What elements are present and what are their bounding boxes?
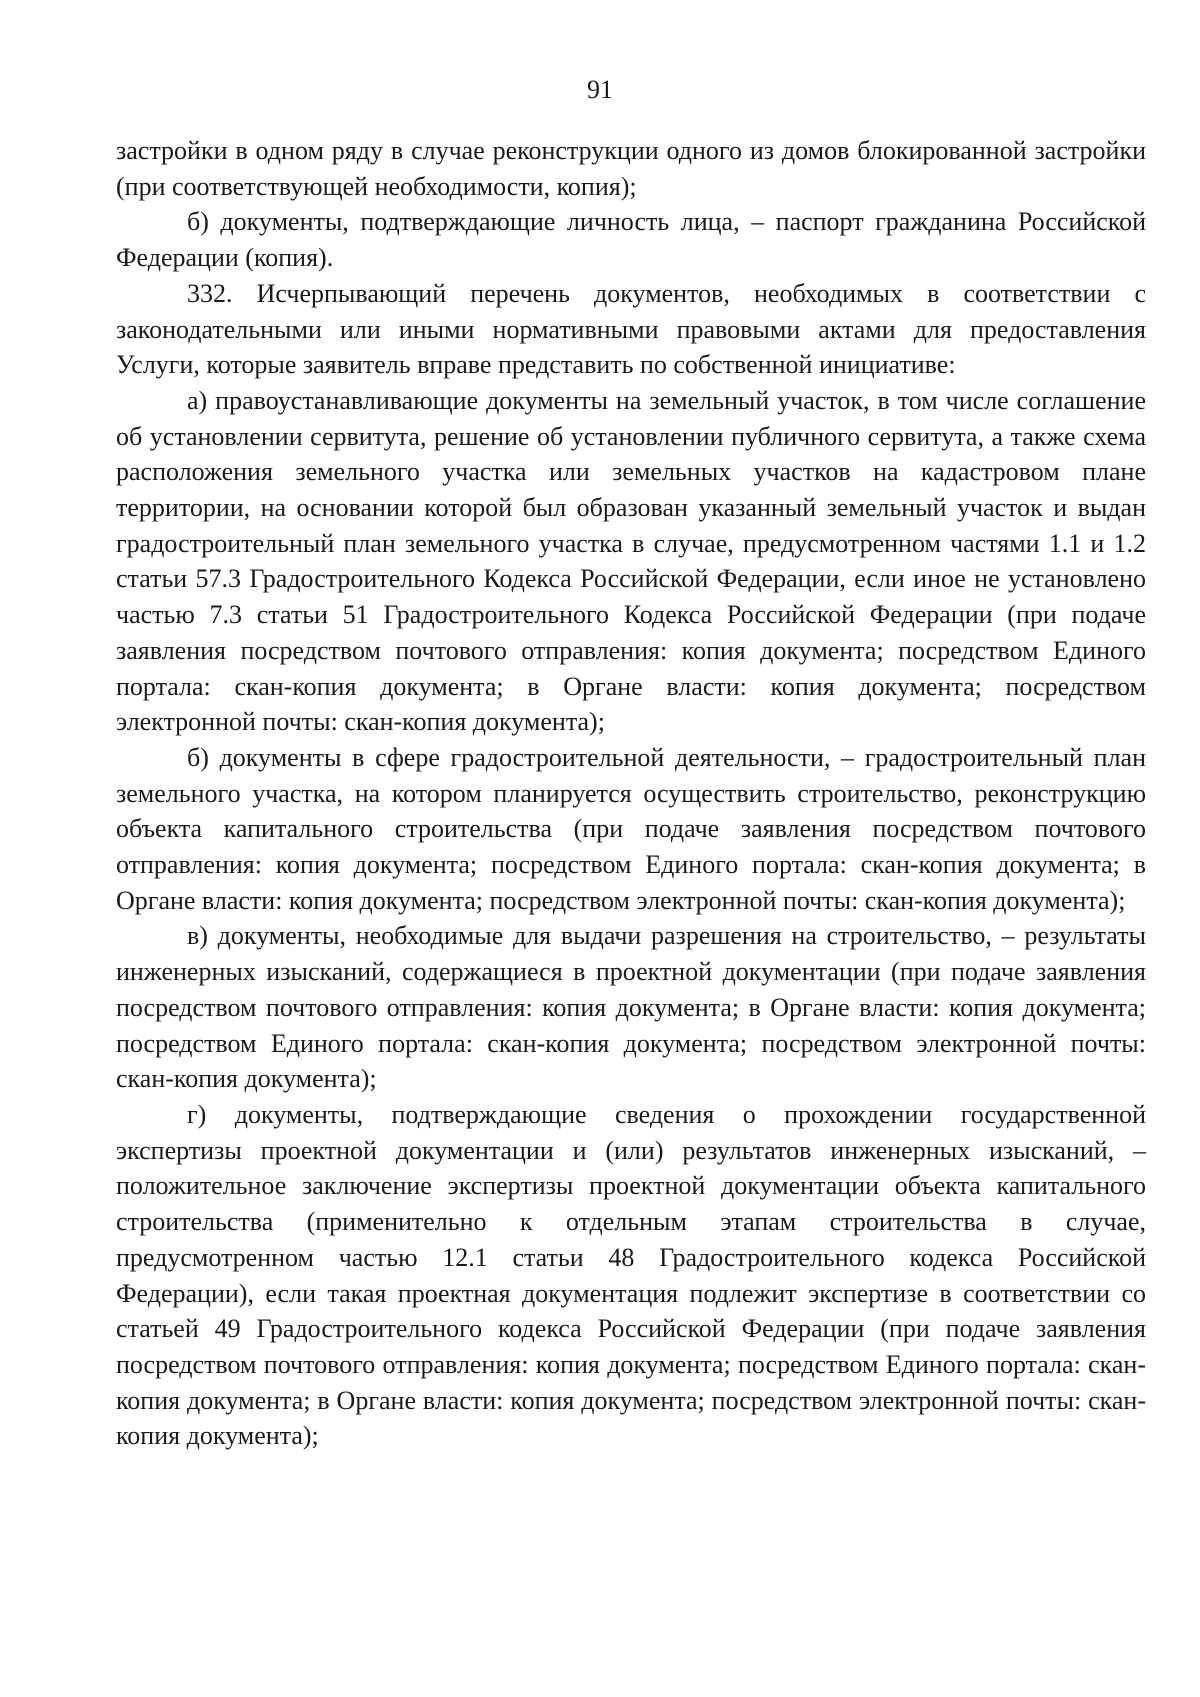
- paragraph-item-b: б) документы в сфере градостроительной деятельности, – градостроительный план земельного участка, на котором планируется осуществить строительство, реконструкцию объекта капитального строительства (при подаче заявления посредством почтового отправления: копия документа; посредством Единого портала: скан-копия документа; в Органе власти: копия документа; посредством электронной почты: скан-копия документа);: [116, 742, 1146, 915]
- paragraph-item-b-identity: б) документы, подтверждающие личность лица, – паспорт гражданина Российской Федерации (копия).: [116, 207, 1146, 273]
- paragraph-continuation: застройки в одном ряду в случае реконструкции одного из домов блокированной застройки (при соответствующей необходимости, копия);: [116, 136, 1146, 201]
- document-body: [116, 133, 1146, 1454]
- paragraph-332: 332. Исчерпывающий перечень документов, необходимых в соответствии с законодательными или иными нормативными правовыми актами для предоставления Услуги, которые заявитель вправе представить по собственной инициативе:: [116, 278, 1146, 380]
- paragraph-item-g: г) документы, подтверждающие сведения о прохождении государственной экспертизы проектной документации и (или) результатов инженерных изысканий, – положительное заключение экспертизы проектной документации объекта капитального строительства (применительно к отдельным этапам строительства в случае, предусмотренном частью 12.1 статьи 48 Градостроительного кодекса Российской Федерации), если такая проектная документация подлежит экспертизе в соответствии со статьей 49 Градостроительного кодекса Российской Федерации (при подаче заявления посредством почтового отправления: копия документа; посредством Единого портала: скан-копия документа; в Органе власти: копия документа; посредством электронной почты: скан-копия документа);: [116, 1099, 1146, 1451]
- paragraph-item-v: в) документы, необходимые для выдачи разрешения на строительство, – результаты инженерных изысканий, содержащиеся в проектной документации (при подаче заявления посредством почтового отправления: копия документа; в Органе власти: копия документа; посредством Единого портала: скан-копия документа; посредством электронной почты: скан-копия документа);: [116, 921, 1146, 1094]
- page-number: 91: [587, 75, 613, 104]
- paragraph-item-a: а) правоустанавливающие документы на земельный участок, в том числе соглашение об установлении сервитута, решение об установлении публичного сервитута, а также схема расположения земельного участка или земельных участков на кадастровом плане территории, на основании которой был образован указанный земельный участок и выдан градостроительный план земельного участка в случае, предусмотренном частями 1.1 и 1.2 статьи 57.3 Градостроительного Кодекса Российской Федерации, если иное не установлено частью 7.3 статьи 51 Градостроительного Кодекса Российской Федерации (при подаче заявления посредством почтового отправления: копия документа; посредством Единого портала: скан-копия документа; в Органе власти: копия документа; посредством электронной почты: скан-копия документа);: [116, 385, 1146, 737]
